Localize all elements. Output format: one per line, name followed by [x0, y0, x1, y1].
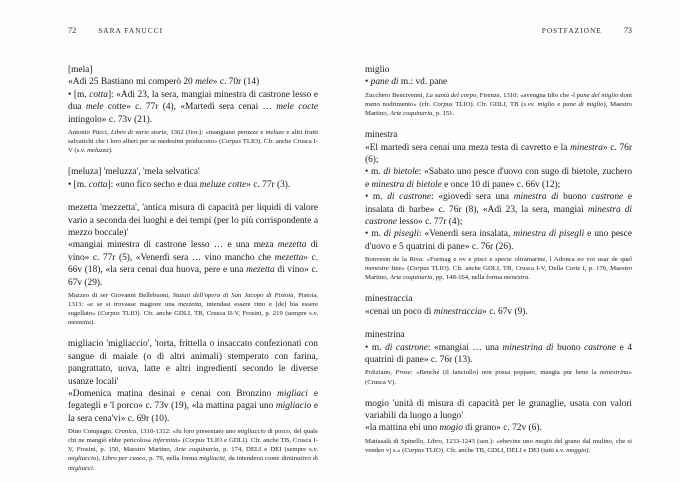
entry-sense: • pane di m.: vd. pane	[365, 77, 448, 88]
entry-note: Antonio Pucci, Libro di varie storie, 1362 (fior.): «mangiano peruzze e meluze e altri frutti salvatichi che i loro alberi per se medesimi producono» (Corpus TLIO). Cfr. anche Crusca I-V (s.v. meluzza).	[68, 129, 319, 155]
entry-note: Mattasalà di Spinello, Libro, 1233-1243 (sen.): «ebevine uno mogio del grano dal mulino, che si vendeo vj s.» (Corpus TLIO). Cfr. anche TB, GDLI, DELI e DEI (tutti s.v. moggio).	[365, 437, 632, 454]
entry-lemma: minestra	[365, 130, 398, 141]
folio-number-right: 73	[623, 26, 632, 35]
entry-migliacio	[68, 338, 318, 472]
entry-note: Bonvesin de la Riva: «Formag e ov e pisci e specie oltramarine, l Adonca eo voi usar de quel menestre fine» (Corpus TLIO). Cfr. anche GDLI, TB, Crusca I-V, Della Corte I, p. 176, Maestro Martino, Arte coquinaria, pp. 148-164, nella forma menestra.	[365, 256, 632, 282]
running-head-title-right: POSTFAZIONE	[541, 26, 602, 35]
entry-quote: «cenai un poco di minestraccia» c. 67v (9).	[365, 306, 528, 317]
entry-sense: • [m. cotta]: «uno fico secho e dua meluze cotte» c. 77r (3).	[68, 179, 291, 190]
running-head-right	[365, 26, 632, 42]
entry-sense: • m. di castrone: «giovedì sera una minestra di buono castrone e insalata di barbe» c. 76r (8), «Adì 23, la sera, mangiai minestra di castrone lesso» c. 77r (4);	[365, 192, 633, 227]
entry-meluza	[68, 166, 318, 191]
entry-sense: • [m. cotta]: «Adì 23, la sera, mangiai minestra di castrone lesso e dua mele cotte» c. 77r (4), «Martedì sera cenai … mele cocte intingolo» c. 73v (21).	[68, 89, 318, 125]
entry-minestra	[365, 129, 632, 282]
entry-lemma: [mela]	[68, 65, 93, 75]
entry-lemma: minestrina	[365, 330, 405, 341]
entry-lemma: minestraccia	[365, 294, 413, 305]
entry-quote: «mangiai minestra di castrone lesso … e una meza mezetta di vino» c. 77r (5), «Venerdì sera … vino mancho che mezetta» c. 66v (18), «la sera cenai dua huova, pere e una mezetta di vino» c. 67v (29).	[68, 240, 319, 288]
folio-number-left: 72	[68, 26, 77, 35]
entry-sense: • m. di pisegli: «Venerdì sera insalata, minestra di pisegli e uno pesce d'uovo e 5 quatrini di pane» c. 76r (26).	[365, 229, 633, 252]
entry-minestrina	[365, 329, 632, 386]
entry-quote: «la mattina ebi uno mogio di grano» c. 72v (6).	[365, 423, 542, 434]
entry-mela	[68, 64, 318, 155]
entry-note: Mazzeo di ser Giovanni Bellebuoni, Statuti dell'opera di San Jacopo di Pistoia, Pistoia, 1313: «e se si trovasse magiore una mezzetta, intendasi essere ritto e [de] bia essere sugellato» (Corpus TLIO). Cfr. anche GDLI, TB, Crusca II-V, Frosini, p. 219 (sempre s.v. mezzetta).	[68, 291, 318, 327]
entry-lemma: mezetta 'mezzetta', 'antica misura di capacità per liquidi di valore vario a seconda dei luoghi e dei tempi (per lo più corrispondente a mezzo boccale)'	[68, 203, 318, 238]
entry-quote: «El martedì sera cenai una meza testa di cavretto e la minestra» c. 76r (6);	[365, 142, 632, 165]
page-left-body	[68, 64, 318, 473]
running-head-left	[68, 26, 318, 42]
entry-mogio	[365, 398, 632, 455]
entry-lemma: [meluza] 'meluzza', 'mela selvatica'	[68, 167, 200, 178]
entry-lemma: mogio 'unità di misura di capacità per le granaglie, usata con valori variabili da luogo a luogo'	[365, 398, 632, 422]
entry-quote: «Domenica matina desinai e cenai con Bronzino migliaci e fegategli e 'l porco» c. 73v (19), «la mattina pagai uno migliacio e la sera cena'vi» c. 69r (10).	[68, 388, 318, 424]
entry-quote: «Adì 25 Bastiano mi comperò 20 mele» c. 70r (14)	[68, 77, 260, 88]
entry-lemma: migliacio 'migliaccio', 'torta, frittella o insaccato confezionati con sangue di maiale (o di altri animali) stemperato con farina, pangrattato, uova, latte e altri ingredienti secondo le diverse usanze locali'	[68, 339, 318, 387]
entry-sense: • m. di castrone: «mangiai … una minestrina di buono castrone e 4 quatrini di pane» c. 76r (13).	[365, 342, 633, 366]
entry-note: Zucchero Bencivenni, La santà del corpo, Firenze, 1310: «avengna Idio che -l pane del miglio doni meno nodrimento» (cfr. Corpus TLIO). Cfr. GDLI, TB (s.vv. miglio e pane di miglio), Maestro Martino, Arte coquinaria, p. 151.	[365, 91, 633, 117]
page-right-body	[365, 64, 632, 455]
entry-minestraccia	[365, 293, 632, 318]
running-head-title-left: SARA FANUCCI	[98, 26, 164, 35]
page-right	[340, 0, 680, 482]
entry-lemma: miglio	[365, 65, 390, 75]
entry-miglio	[365, 64, 632, 118]
entry-note: Poliziano, Prose: «Benché (il fanciullo) non possa poppare, mangia pur bene la minestrina» (Crusca V).	[365, 369, 632, 386]
entry-note: Dino Compagni, Cronica, 1310-1312: «fu loro presentato uno migliaccio di porco, del quale chi ne mangiò ebbe pericolosa infermità» (Corpus TLIO e GDLI). Cfr. anche TB, Crusca I-V, Frosini, p. 150, Maestro Martino, Arte coquinaria, p. 174, DELI e DEI (sempre s.v. migliaccio), Libro per cuoco, p. 79, nella forma migliaciti, da intendersi come diminutivo di migliacci.	[68, 428, 318, 472]
entry-sense: • m. di bietole: «Sabato uno pesce d'uovo con sugo di bietole, zuchero e minestra di bietole e once 10 di pane» c. 66v (12);	[365, 167, 633, 190]
entry-mezetta	[68, 202, 318, 327]
